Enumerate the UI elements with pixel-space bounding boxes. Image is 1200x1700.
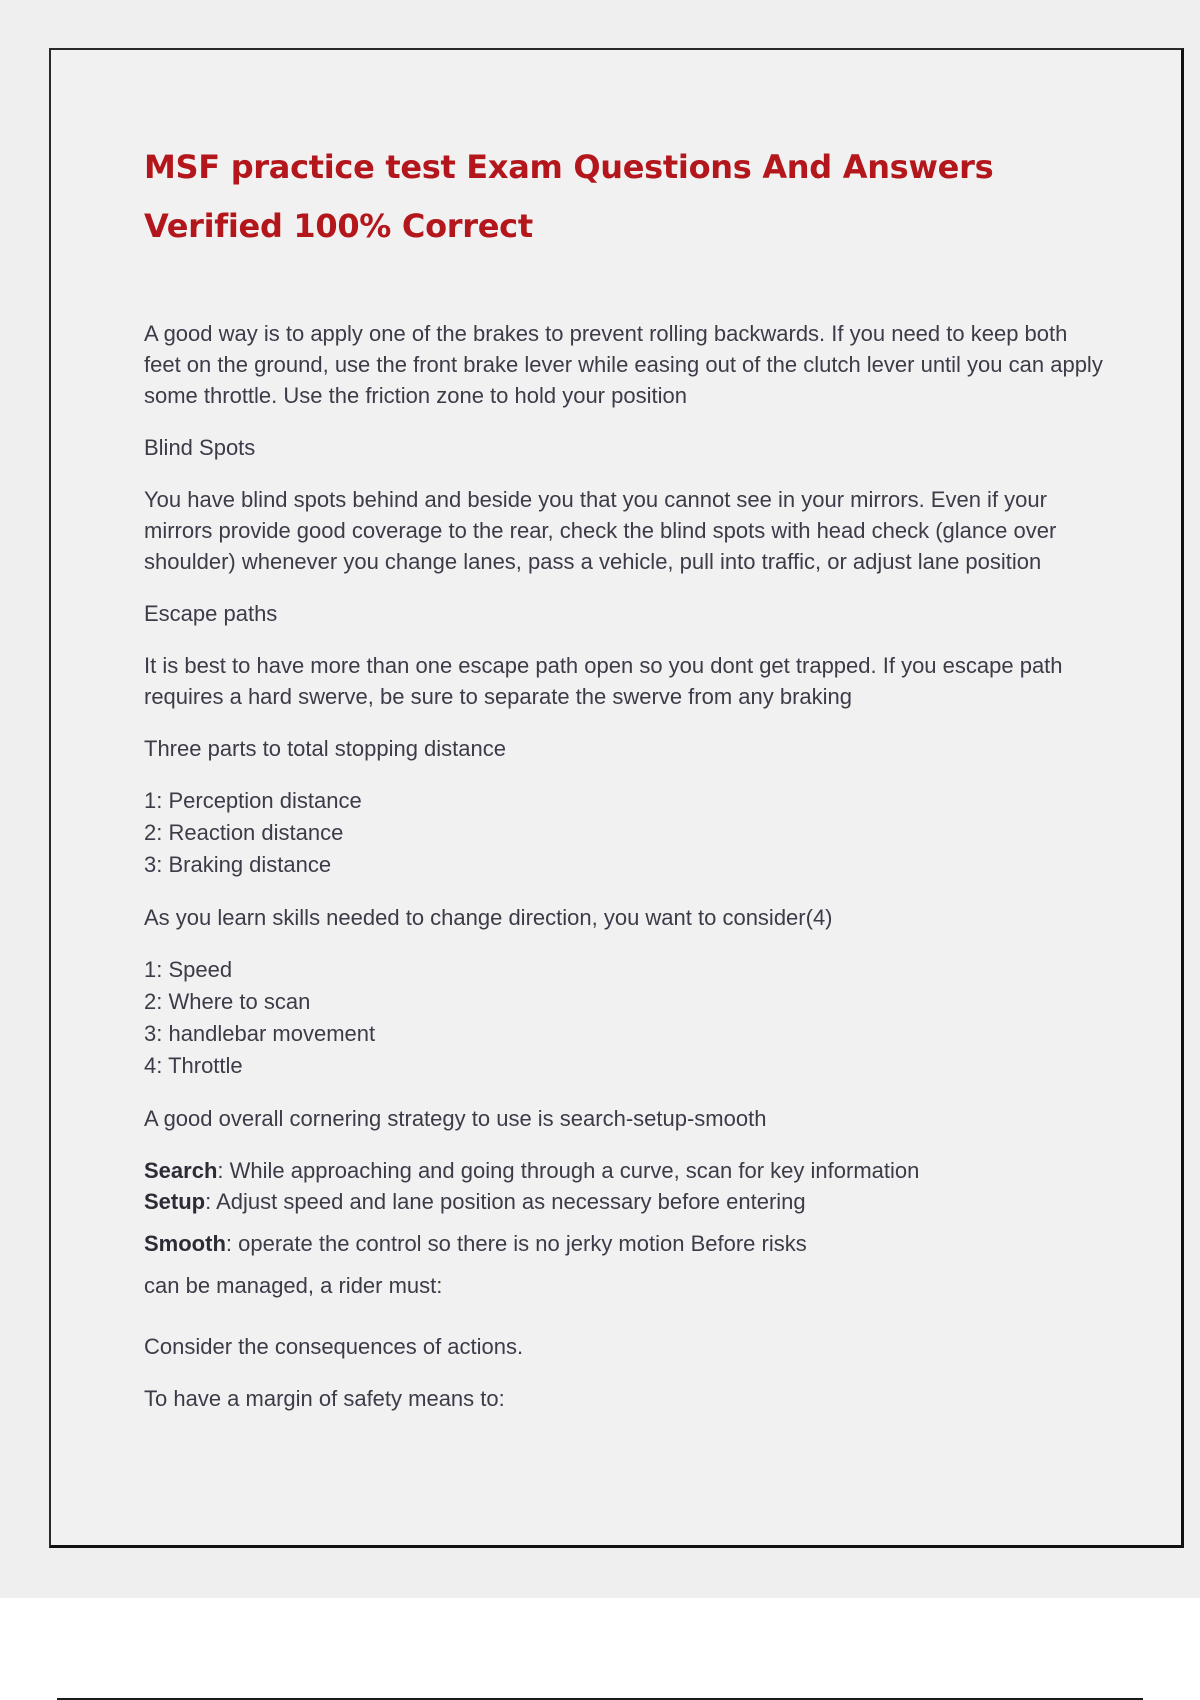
- heading-escape-paths: Escape paths: [144, 601, 278, 626]
- smooth-term: Smooth: [144, 1231, 226, 1256]
- search-text: : While approaching and going through a curve, scan for key information: [217, 1158, 920, 1183]
- heading-blind-spots: Blind Spots: [144, 435, 256, 460]
- document-content: [144, 138, 1104, 1435]
- list-item: 2: Where to scan: [144, 989, 311, 1014]
- list-item: 4: Throttle: [144, 1053, 243, 1078]
- setup-definition: [144, 1186, 1104, 1217]
- heading-stopping-distance: Three parts to total stopping distance: [144, 736, 506, 761]
- list-item: 2: Reaction distance: [144, 820, 344, 845]
- paragraph-escape-paths: It is best to have more than one escape path open so you dont get trapped. If you escape path requires a hard swerve, be sure to separate the swerve from any braking: [144, 653, 1063, 709]
- smooth-definition: [144, 1228, 1104, 1259]
- paragraph-margin-of-safety: To have a margin of safety means to:: [144, 1386, 505, 1411]
- document-title: MSF practice test Exam Questions And Answers Verified 100% Correct: [144, 148, 994, 245]
- setup-term: Setup: [144, 1189, 206, 1214]
- smooth-text: : operate the control so there is no jerky motion Before risks: [225, 1231, 807, 1256]
- search-term: Search: [144, 1158, 218, 1183]
- setup-text: : Adjust speed and lane position as necessary before entering: [205, 1189, 806, 1214]
- list-item: 1: Perception distance: [144, 788, 362, 813]
- paragraph-cornering: A good overall cornering strategy to use is search-setup-smooth: [144, 1106, 767, 1131]
- search-definition: [144, 1155, 1104, 1186]
- heading-change-direction: As you learn skills needed to change direction, you want to consider(4): [144, 905, 833, 930]
- paragraph-blind-spots: You have blind spots behind and beside you that you cannot see in your mirrors. Even if your mirrors provide good coverage to the rear, check the blind spots with head check (glance over shoulder) whenever you change lanes, pass a vehicle, pull into traffic, or adjust lane position: [144, 487, 1057, 574]
- list-item: 3: handlebar movement: [144, 1021, 376, 1046]
- stopping-distance-list: [144, 785, 1104, 881]
- change-direction-list: [144, 954, 1104, 1082]
- list-item: 3: Braking distance: [144, 852, 332, 877]
- paragraph-risks-continued: can be managed, a rider must:: [144, 1273, 443, 1298]
- paragraph-hill-start: A good way is to apply one of the brakes to prevent rolling backwards. If you need to keep both feet on the ground, use the front brake lever while easing out of the clutch lever until you can apply some throttle. Use the friction zone to hold your position: [144, 321, 1103, 408]
- list-item: 1: Speed: [144, 957, 233, 982]
- paragraph-consequences: Consider the consequences of actions.: [144, 1334, 524, 1359]
